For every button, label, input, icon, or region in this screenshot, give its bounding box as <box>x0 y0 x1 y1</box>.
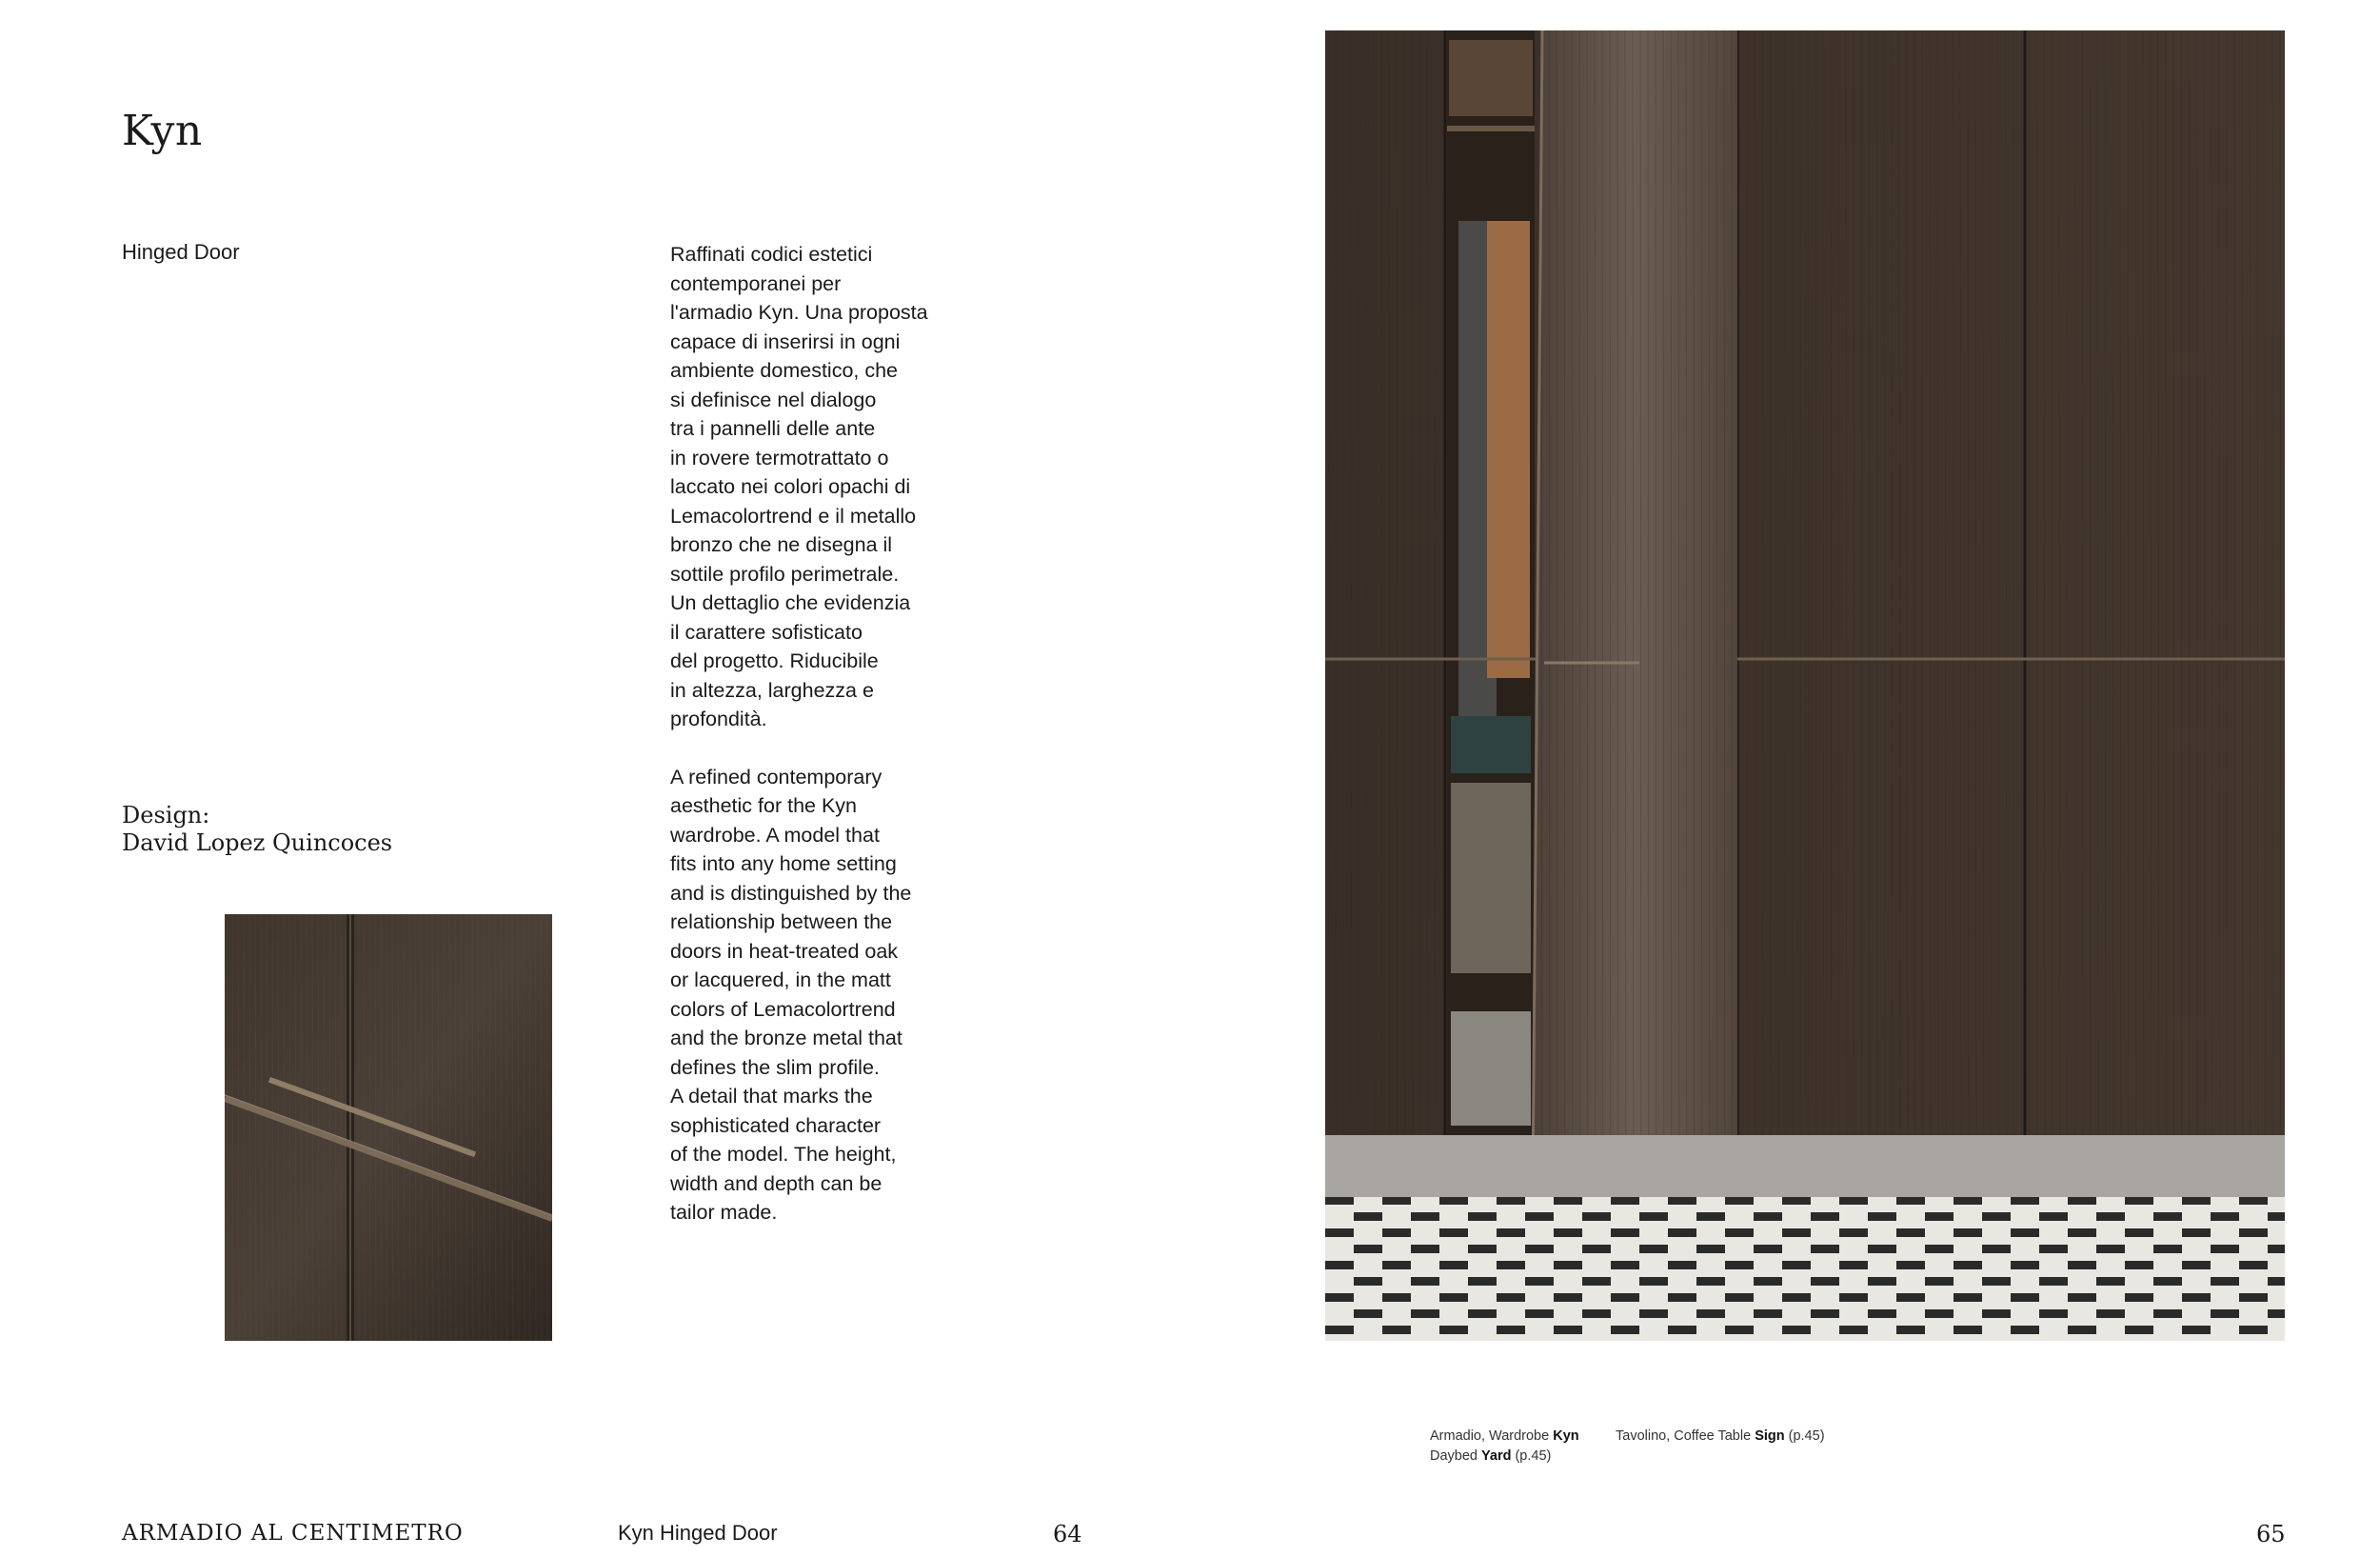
caption-wardrobe: Armadio, Wardrobe Kyn <box>1430 1428 1579 1444</box>
wardrobe-photo <box>1325 30 2285 1341</box>
footer-brand: ARMADIO AL CENTIMETRO <box>122 1521 464 1546</box>
design-label: Design: <box>122 802 210 828</box>
description <box>670 240 956 1256</box>
designer-name: David Lopez Quincoces <box>122 829 393 856</box>
footer-section: Kyn Hinged Door <box>618 1521 778 1545</box>
photo-caption <box>1430 1427 1825 1467</box>
description-italian: Raffinati codici estetici contemporanei per l'armadio Kyn. Una proposta capace di inserirsi in ogni ambiente domestico, che si definisce nel dialogo tra i pannelli delle ante in rovere termotrattato o laccato nei colori opachi di Lemacolortrend e il metallo bronzo che ne disegna il sottile profilo perimetrale. Un dettaglio che evidenzia il carattere sofisticato del progetto. Riducibile in altezza, larghezza e profondità. <box>670 243 928 730</box>
page-subtitle: Hinged Door <box>122 240 240 264</box>
caption-daybed: Daybed Yard (p.45) <box>1430 1448 1552 1464</box>
caption-coffee-table: Tavolino, Coffee Table Sign (p.45) <box>1616 1428 1825 1444</box>
description-english: A refined contemporary aesthetic for the Kyn wardrobe. A model that fits into any home setting and is distinguished by the relationship between the doors in heat-treated oak or lacquered, in the matt colors of Lemacolortrend and the bronze metal that defines the slim profile. A detail that marks the sophisticated character of the model. The height, width and depth can be tailor made. <box>670 765 912 1224</box>
handle-detail-photo <box>225 914 552 1341</box>
page-number-left: 64 <box>1053 1521 1082 1547</box>
page-number-right: 65 <box>2256 1521 2286 1547</box>
design-credit <box>122 802 392 857</box>
page-title: Kyn <box>122 107 203 155</box>
